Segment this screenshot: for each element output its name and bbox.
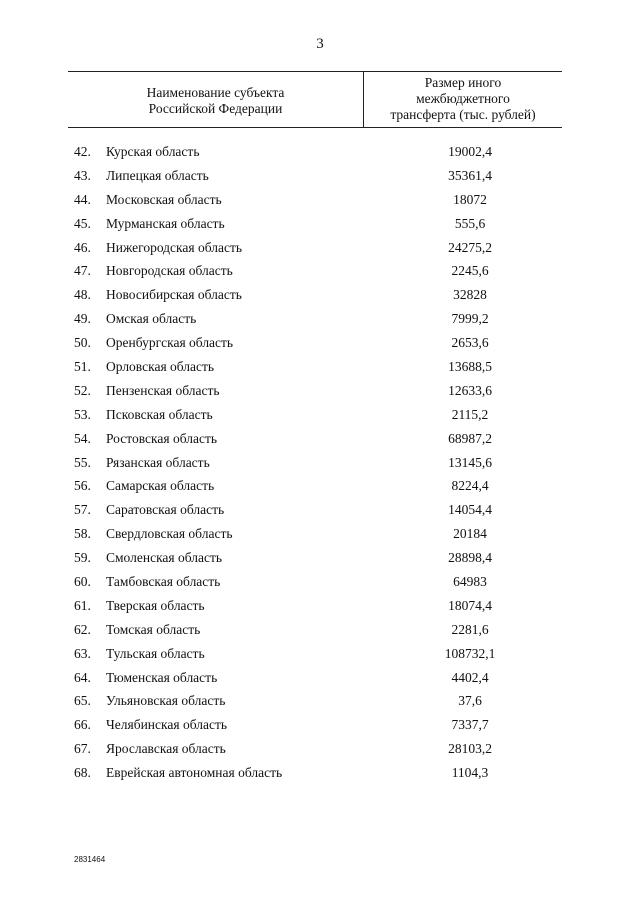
row-transfer-value: 20184 [453, 526, 487, 542]
table-row [0, 477, 640, 501]
table-row [0, 191, 640, 215]
table-row [0, 143, 640, 167]
table-row [0, 358, 640, 382]
row-number: 60. [74, 574, 91, 590]
row-subject-name: Ростовская область [106, 430, 217, 446]
row-transfer-value: 28898,4 [448, 550, 492, 566]
row-number: 52. [74, 382, 91, 398]
row-subject-name: Челябинская область [106, 717, 228, 733]
row-subject-name: Тульская область [106, 645, 205, 661]
row-subject-name: Орловская область [106, 359, 215, 375]
row-transfer-value: 4402,4 [451, 669, 489, 685]
row-transfer-value: 555,6 [454, 215, 486, 231]
table-row [0, 167, 640, 191]
table-row [0, 764, 640, 788]
document-code: 2831464 [74, 855, 106, 864]
table-row [0, 549, 640, 573]
row-transfer-value: 1104,3 [451, 765, 489, 781]
row-subject-name: Саратовская область [106, 502, 225, 518]
table-row [0, 286, 640, 310]
table-row [0, 597, 640, 621]
header-transfer-amount [364, 75, 562, 123]
row-transfer-value: 28103,2 [448, 741, 492, 757]
row-number: 50. [74, 335, 91, 351]
row-subject-name: Тверская область [106, 597, 205, 613]
table-row [0, 215, 640, 239]
row-number: 63. [74, 645, 91, 661]
row-transfer-value: 18074,4 [448, 597, 492, 613]
table-header [68, 71, 562, 128]
row-transfer-value: 2653,6 [451, 335, 489, 351]
row-subject-name: Новосибирская область [106, 287, 242, 303]
row-transfer-value: 13145,6 [448, 454, 492, 470]
header-subject-name-line2: Российской Федерации [148, 101, 283, 116]
row-number: 45. [74, 215, 91, 231]
row-subject-name: Курская область [106, 144, 200, 159]
row-transfer-value: 8224,4 [451, 478, 489, 494]
row-number: 48. [74, 287, 91, 303]
table-row [0, 740, 640, 764]
table-row [0, 573, 640, 597]
row-transfer-value: 35361,4 [448, 167, 492, 183]
header-transfer-amount-line2: межбюджетного [416, 91, 510, 106]
row-number: 44. [74, 191, 91, 207]
row-number: 66. [74, 717, 91, 733]
row-transfer-value: 24275,2 [448, 239, 492, 255]
row-subject-name: Тамбовская область [106, 574, 221, 590]
row-subject-name: Новгородская область [106, 263, 233, 279]
row-transfer-value: 37,6 [458, 693, 482, 709]
row-subject-name: Мурманская область [106, 215, 225, 231]
row-transfer-value: 2245,6 [451, 263, 489, 279]
row-number: 49. [74, 311, 91, 327]
table-row [0, 262, 640, 286]
row-transfer-value: 14054,4 [448, 502, 492, 518]
row-transfer-value: 7999,2 [451, 311, 489, 327]
row-transfer-value: 19002,4 [448, 144, 492, 159]
table-row [0, 692, 640, 716]
row-number: 54. [74, 430, 91, 446]
header-subject-name [68, 85, 363, 117]
table-row [0, 501, 640, 525]
row-transfer-value: 18072 [453, 191, 487, 207]
row-number: 64. [74, 669, 91, 685]
row-transfer-value: 12633,6 [448, 382, 492, 398]
row-transfer-value: 68987,2 [448, 430, 492, 446]
row-subject-name: Пензенская область [106, 382, 220, 398]
row-number: 67. [74, 741, 91, 757]
row-transfer-value: 7337,7 [451, 717, 489, 733]
row-number: 58. [74, 526, 91, 542]
row-number: 59. [74, 550, 91, 566]
header-transfer-amount-line3: трансферта (тыс. рублей) [390, 107, 536, 122]
row-subject-name: Еврейская автономная область [106, 765, 283, 781]
row-subject-name: Томская область [106, 621, 201, 637]
row-subject-name: Самарская область [106, 478, 215, 494]
row-number: 68. [74, 765, 91, 781]
table-row [0, 645, 640, 669]
header-transfer-amount-line1: Размер иного [424, 75, 502, 90]
row-number: 53. [74, 406, 91, 422]
table-body [0, 143, 640, 788]
page-number: 3 [316, 36, 324, 52]
row-subject-name: Омская область [106, 311, 197, 327]
row-subject-name: Смоленская область [106, 550, 223, 566]
row-subject-name: Ульяновская область [106, 693, 226, 709]
row-number: 42. [74, 144, 91, 159]
table-row [0, 621, 640, 645]
table-row [0, 334, 640, 358]
table-row [0, 239, 640, 263]
row-subject-name: Свердловская область [106, 526, 233, 542]
row-number: 57. [74, 502, 91, 518]
table-row [0, 454, 640, 478]
row-number: 46. [74, 239, 91, 255]
header-subject-name-line1: Наименование субъекта [146, 85, 285, 100]
row-number: 61. [74, 597, 91, 613]
row-number: 62. [74, 621, 91, 637]
row-subject-name: Оренбургская область [106, 335, 234, 351]
row-subject-name: Псковская область [106, 406, 213, 422]
row-subject-name: Ярославская область [106, 741, 226, 757]
table-row [0, 525, 640, 549]
table-row [0, 310, 640, 334]
row-number: 55. [74, 454, 91, 470]
table-row [0, 669, 640, 693]
table-row [0, 716, 640, 740]
row-number: 43. [74, 167, 91, 183]
row-subject-name: Московская область [106, 191, 222, 207]
row-number: 51. [74, 359, 91, 375]
row-number: 65. [74, 693, 91, 709]
row-transfer-value: 13688,5 [448, 359, 492, 375]
row-transfer-value: 2281,6 [451, 621, 489, 637]
row-transfer-value: 2115,2 [451, 406, 489, 422]
table-row [0, 382, 640, 406]
row-number: 47. [74, 263, 91, 279]
row-subject-name: Липецкая область [106, 167, 209, 183]
table-row [0, 406, 640, 430]
row-subject-name: Рязанская область [106, 454, 210, 470]
table-row [0, 430, 640, 454]
row-subject-name: Тюменская область [106, 669, 218, 685]
row-transfer-value: 108732,1 [444, 645, 496, 661]
row-transfer-value: 64983 [453, 574, 487, 590]
row-number: 56. [74, 478, 91, 494]
row-transfer-value: 32828 [453, 287, 487, 303]
row-subject-name: Нижегородская область [106, 239, 243, 255]
